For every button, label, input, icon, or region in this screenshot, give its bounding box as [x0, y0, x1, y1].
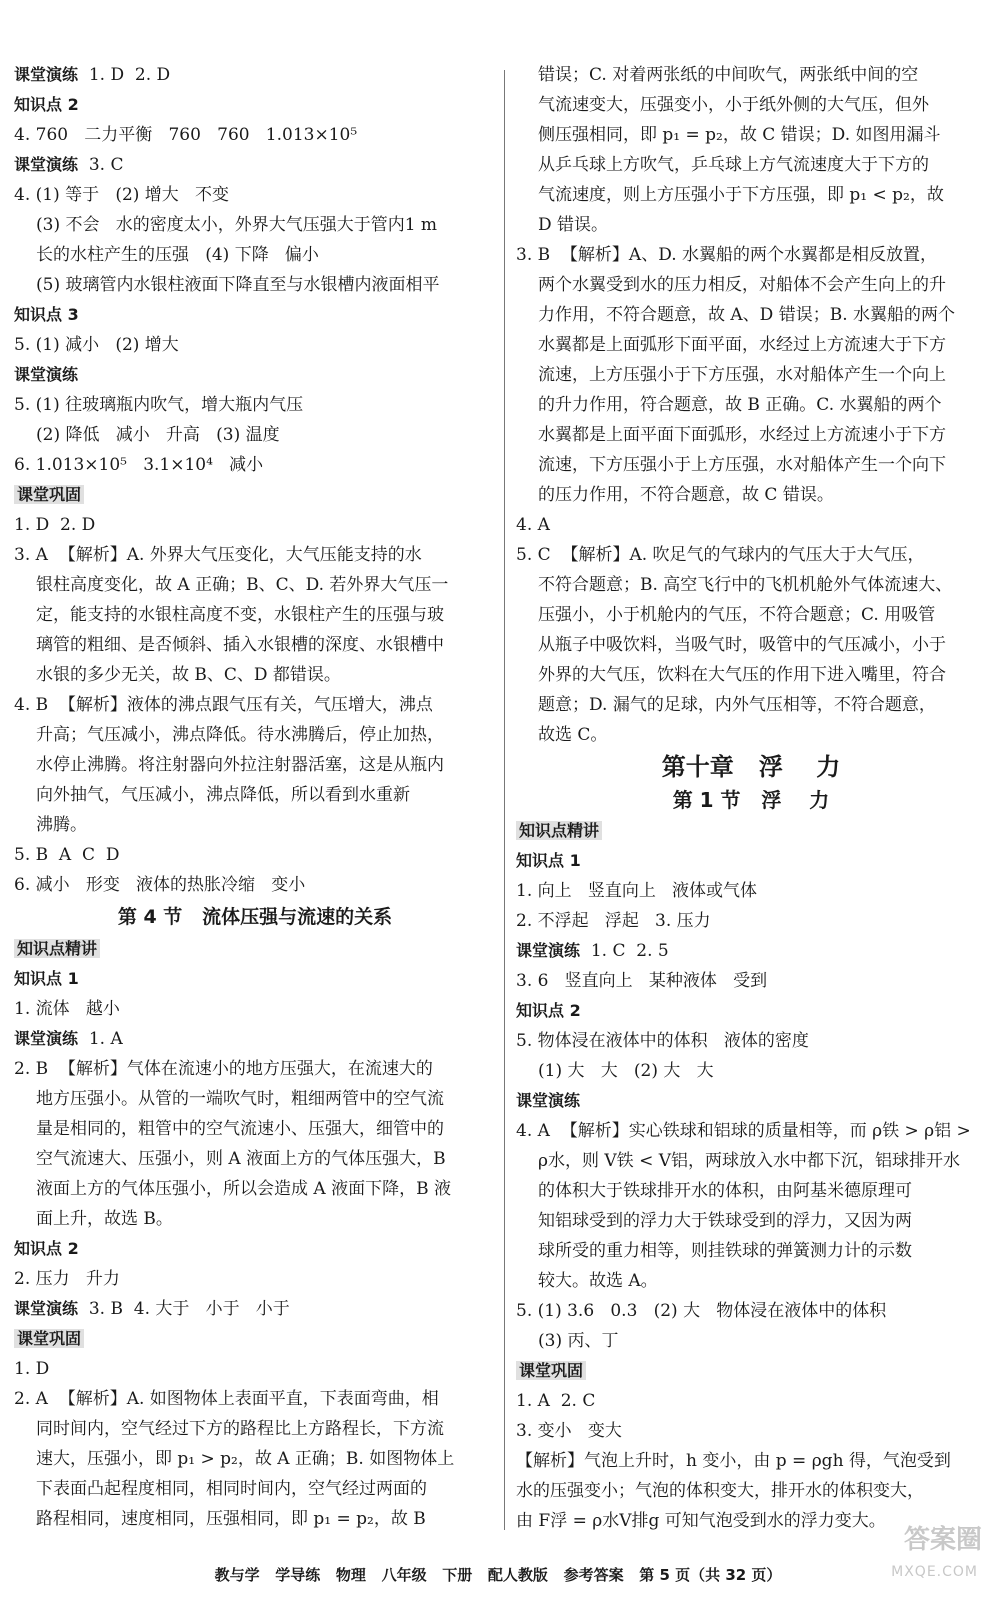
answer-line: 外界的大气压，饮料在大气压的作用下进入嘴里，符合 [538, 665, 946, 685]
section-heading [516, 816, 986, 846]
subheading-label: 知识点 3 [14, 305, 79, 324]
answer-line: 6. 减小 形变 液体的热胀冷缩 变小 [14, 875, 306, 895]
section-label: 知识点精讲 [516, 821, 602, 840]
answer-text: 3. B 4. 大于 小于 小于 [88, 1299, 290, 1319]
column-divider [504, 70, 505, 1530]
answer-line: 5. B A C D [14, 845, 120, 865]
answer-line: 5. (1) 往玻璃瓶内吹气，增大瓶内气压 [14, 395, 304, 415]
answer-line [14, 90, 496, 120]
answer-line: 路程相同，速度相同，压强相同，即 p₁ = p₂，故 B [36, 1509, 426, 1529]
answer-line [14, 150, 496, 180]
watermark-url: MXQE.COM [891, 1564, 978, 1580]
section-title: 第 1 节 浮 力 [672, 788, 830, 812]
answer-line: 水的压强变小；气泡的体积变大，排开水的体积变大， [516, 1481, 924, 1501]
section-heading [14, 1324, 496, 1354]
answer-line: 压强小，小于机舱内的气压，不符合题意；C. 用吸管 [538, 605, 936, 625]
answer-line: 5. (1) 减小 (2) 增大 [14, 335, 179, 355]
answer-line: 银柱高度变化，故 A 正确；B、C、D. 若外界大气压一 [36, 575, 449, 595]
answer-line: 长的水柱产生的压强 (4) 下降 偏小 [36, 245, 319, 265]
answer-line: 知铝球受到的浮力大于铁球受到的浮力，又因为两 [538, 1211, 912, 1231]
answer-line: 水翼都是上面平面下面弧形，水经过上方流速小于下方 [538, 425, 946, 445]
answer-line: 速大，压强小，即 p₁ > p₂，故 A 正确；B. 如图物体上 [36, 1449, 455, 1469]
answer-line [14, 300, 496, 330]
answer-line: 同时间内，空气经过下方的路程比上方路程长，下方流 [36, 1419, 444, 1439]
answer-line [516, 846, 986, 876]
answer-line: 由 F浮 = ρ水V排g 可知气泡受到水的浮力变大。 [516, 1511, 886, 1531]
answer-line: 3. A 【解析】A. 外界大气压变化，大气压能支持的水 [14, 545, 422, 565]
answer-line: 4. (1) 等于 (2) 增大 不变 [14, 185, 230, 205]
answer-line: (3) 不会 水的密度太小，外界大气压强大于管内1 m [36, 215, 438, 235]
answer-line: 故选 C。 [538, 725, 608, 745]
answer-line: 1. D [14, 1359, 50, 1379]
answer-line: 液面上方的气体压强小，所以会造成 A 液面下降，B 液 [36, 1179, 451, 1199]
answer-line: 从瓶子中吸饮料，当吸气时，吸管中的气压减小，小于 [538, 635, 946, 655]
answer-line: 题意；D. 漏气的足球，内外气压相等，不符合题意， [538, 695, 936, 715]
answer-line: 沸腾。 [36, 815, 87, 835]
answer-line [14, 1024, 496, 1054]
answer-text: 1. C 2. 5 [590, 941, 669, 961]
answer-line [14, 1234, 496, 1264]
subheading-label: 课堂演练 [516, 1091, 581, 1110]
section-title: 第 4 节 流体压强与流速的关系 [117, 906, 393, 928]
subheading-label: 课堂演练 [516, 941, 581, 960]
left-column [14, 60, 496, 1534]
section-heading [14, 480, 496, 510]
answer-line: 3. 变小 变大 [516, 1421, 622, 1441]
answer-line: 6. 1.013×10⁵ 3.1×10⁴ 减小 [14, 455, 264, 475]
subheading-label: 课堂演练 [14, 65, 79, 84]
answer-line: (3) 丙、丁 [538, 1331, 619, 1351]
answer-line: 气流速变大，压强变小，小于纸外侧的大气压，但外 [538, 95, 929, 115]
answer-line [516, 996, 986, 1026]
answer-line: 较大。故选 A。 [538, 1271, 658, 1291]
answer-line: 错误；C. 对着两张纸的中间吹气，两张纸中间的空 [538, 65, 919, 85]
subheading-label: 知识点 1 [516, 851, 581, 870]
answer-line: D 错误。 [538, 215, 609, 235]
answer-line: 4. B 【解析】液体的沸点跟气压有关，气压增大，沸点 [14, 695, 433, 715]
section-heading [516, 1356, 986, 1386]
subheading-label: 课堂演练 [14, 155, 79, 174]
answer-line: 5. (1) 3.6 0.3 (2) 大 物体浸在液体中的体积 [516, 1301, 887, 1321]
section-label: 课堂巩固 [14, 1329, 84, 1348]
answer-line [14, 360, 496, 390]
answer-line: 流速，上方压强小于下方压强，水对船体产生一个向上 [538, 365, 946, 385]
answer-line: 向外抽气，气压减小，沸点降低，所以看到水重新 [36, 785, 410, 805]
watermark-logo [848, 1520, 988, 1596]
subheading-label: 知识点 2 [14, 95, 79, 114]
answer-line: 3. B 【解析】A、D. 水翼船的两个水翼都是相反放置， [516, 245, 938, 265]
answer-line [14, 1294, 496, 1324]
section-label: 课堂巩固 [516, 1361, 586, 1380]
subheading-label: 课堂演练 [14, 1029, 79, 1048]
answer-line: 1. A 2. C [516, 1391, 596, 1411]
page-footer: 教与学 学导练 物理 八年级 下册 配人教版 参考答案 第 5 页（共 32 页） [214, 1566, 782, 1584]
answer-line: 2. A 【解析】A. 如图物体上表面平直，下表面弯曲，相 [14, 1389, 439, 1409]
section-label: 课堂巩固 [14, 485, 84, 504]
answer-line: (5) 玻璃管内水银柱液面下降直至与水银槽内液面相平 [36, 275, 440, 295]
answer-line: 的升力作用，符合题意，故 B 正确。C. 水翼船的两个 [538, 395, 942, 415]
answer-line: 不符合题意；B. 高空飞行中的飞机机舱外气体流速大、 [538, 575, 953, 595]
answer-line: 定，能支持的水银柱高度不变，水银柱产生的压强与玻 [36, 605, 444, 625]
answer-line: 1. 流体 越小 [14, 999, 120, 1019]
answer-line: 水停止沸腾。将注射器向外拉注射器活塞，这是从瓶内 [36, 755, 444, 775]
subheading-label: 课堂演练 [14, 365, 79, 384]
answer-line: 力作用，不符合题意，故 A、D 错误；B. 水翼船的两个 [538, 305, 956, 325]
answer-line: 的体积大于铁球排开水的体积，由阿基米德原理可 [538, 1181, 912, 1201]
answer-line: 侧压强相同，即 p₁ = p₂，故 C 错误；D. 如图用漏斗 [538, 125, 941, 145]
answer-line: 面上升，故选 B。 [36, 1209, 173, 1229]
answer-line [516, 936, 986, 966]
answer-line: 璃管的粗细、是否倾斜、插入水银槽的深度、水银槽中 [36, 635, 444, 655]
section-label: 知识点精讲 [14, 939, 100, 958]
right-column [516, 60, 986, 1536]
answer-line [14, 60, 496, 90]
answer-line: (1) 大 大 (2) 大 大 [538, 1061, 714, 1081]
answer-line: 5. 物体浸在液体中的体积 液体的密度 [516, 1031, 809, 1051]
answer-line [516, 1086, 986, 1116]
answer-line: 4. A 【解析】实心铁球和铝球的质量相等，而 ρ铁 > ρ铝 > [516, 1121, 971, 1141]
section-heading [14, 934, 496, 964]
answer-line [14, 964, 496, 994]
answer-line: 升高；气压减小，沸点降低。待水沸腾后，停止加热， [36, 725, 444, 745]
answer-text: 1. D 2. D [88, 65, 171, 85]
answer-line: 4. A [516, 515, 550, 535]
answer-line: 地方压强小。从管的一端吹气时，粗细两管中的空气流 [36, 1089, 444, 1109]
answer-line: 3. 6 竖直向上 某种液体 受到 [516, 971, 768, 991]
answer-line: ρ水，则 V铁 < V铝，两球放入水中都下沉，铝球排开水 [538, 1151, 961, 1171]
answer-line: 气流速度，则上方压强小于下方压强，即 p₁ < p₂，故 [538, 185, 944, 205]
answer-line: 两个水翼受到水的压力相反，对船体不会产生向上的升 [538, 275, 946, 295]
answer-line: 1. 向上 竖直向上 液体或气体 [516, 881, 758, 901]
answer-line: 空气流速大、压强小，则 A 液面上方的气体压强大，B [36, 1149, 446, 1169]
answer-line: 2. 不浮起 浮起 3. 压力 [516, 911, 711, 931]
answer-line: 下表面凸起程度相同，相同时间内，空气经过两面的 [36, 1479, 427, 1499]
answer-line: 2. B 【解析】气体在流速小的地方压强大，在流速大的 [14, 1059, 433, 1079]
answer-line: 从乒乓球上方吹气，乒乓球上方气流速度大于下方的 [538, 155, 929, 175]
answer-line: 水银的多少无关，故 B、C、D 都错误。 [36, 665, 341, 685]
answer-line: 1. D 2. D [14, 515, 96, 535]
answer-line: (2) 降低 减小 升高 (3) 温度 [36, 425, 280, 445]
subheading-label: 课堂演练 [14, 1299, 79, 1318]
answer-line: 量是相同的，粗管中的空气流速小、压强大，细管中的 [36, 1119, 444, 1139]
answer-text: 1. A [88, 1029, 123, 1049]
subheading-label: 知识点 1 [14, 969, 79, 988]
answer-text: 3. C [88, 155, 124, 175]
answer-line: 2. 压力 升力 [14, 1269, 120, 1289]
answer-line: 流速，下方压强小于上方压强，水对船体产生一个向下 [538, 455, 946, 475]
chapter-title: 第十章 浮 力 [661, 753, 841, 781]
answer-line: 4. 760 二力平衡 760 760 1.013×10⁵ [14, 125, 358, 145]
answer-line: 球所受的重力相等，则挂铁球的弹簧测力计的示数 [538, 1241, 912, 1261]
watermark-text: 答案圈 [903, 1525, 982, 1555]
answer-line: 的压力作用，不符合题意，故 C 错误。 [538, 485, 834, 505]
answer-line: 水翼都是上面弧形下面平面，水经过上方流速大于下方 [538, 335, 946, 355]
subheading-label: 知识点 2 [516, 1001, 581, 1020]
answer-line: 5. C 【解析】A. 吹足气的气球内的气压大于大气压， [516, 545, 925, 565]
answer-line: 【解析】气泡上升时，h 变小，由 p = ρgh 得，气泡受到 [516, 1451, 951, 1471]
subheading-label: 知识点 2 [14, 1239, 79, 1258]
